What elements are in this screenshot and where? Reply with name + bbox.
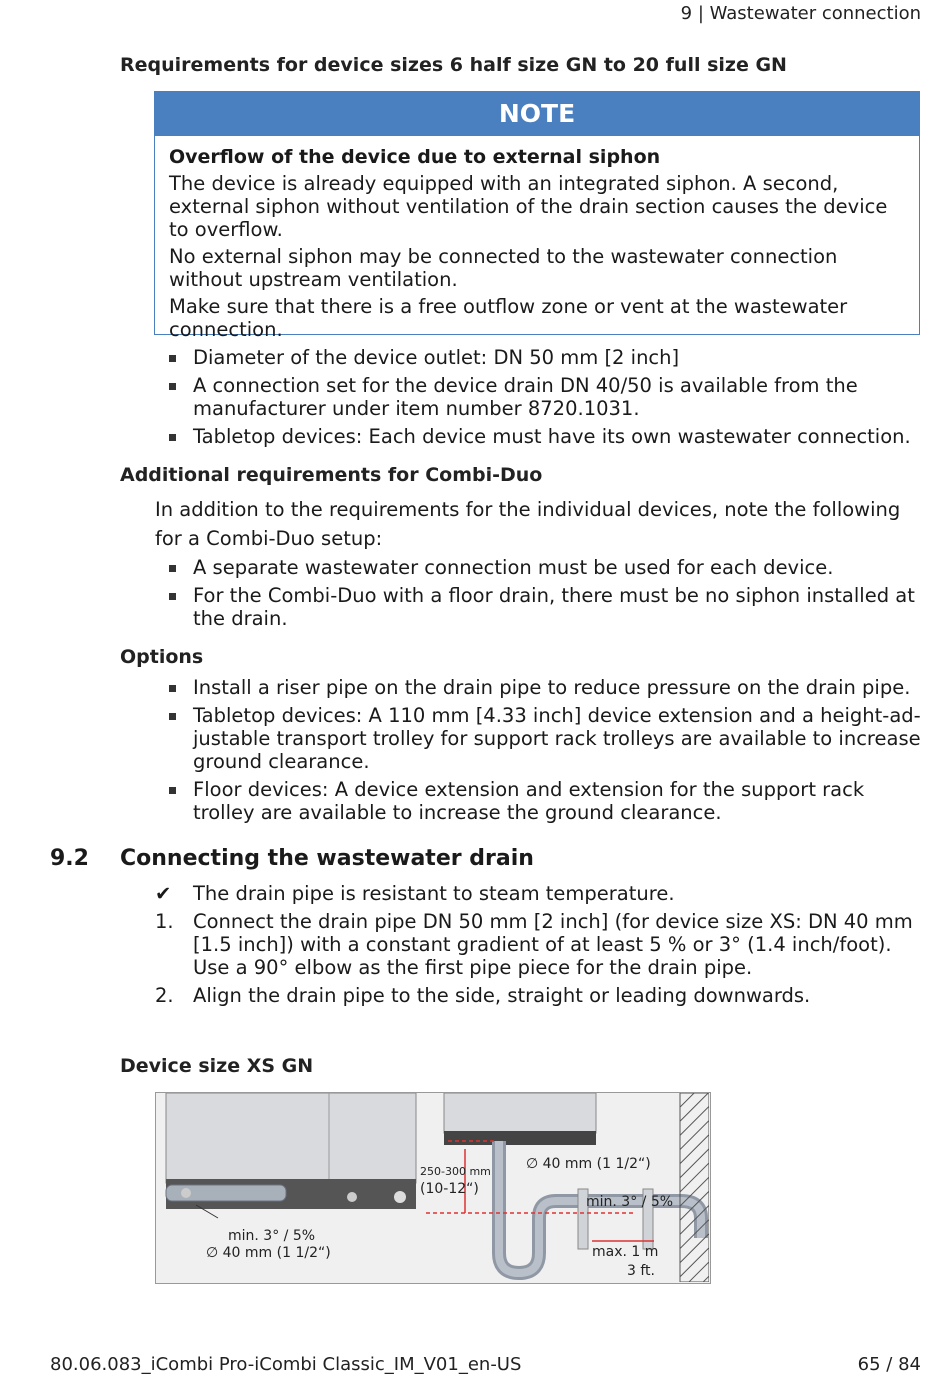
running-head: 9 | Wastewater connection [680, 3, 921, 24]
options-heading: Options [120, 646, 204, 668]
procedure [155, 882, 921, 1012]
slope-label: min. 3° / 5% [228, 1228, 316, 1244]
section-title: Connecting the wastewater drain [120, 846, 534, 871]
diameter-label: ∅ 40 mm (1 1/2“) [206, 1245, 331, 1261]
step-number: 1. [155, 910, 174, 933]
slope-label: min. 3° / 5% [586, 1194, 674, 1210]
step-text: Connect the drain pipe DN 50 mm [2 inch] (for device size XS: DN 40 mm [1.5 inch]) with a constant gradient of at least 5 % or 3° (1.4 inch/foot). Use a 90° elbow as the first pipe piece for the drain pipe. [193, 910, 913, 979]
height-label: 250-300 mm [420, 1165, 491, 1178]
precondition [155, 882, 921, 905]
drain-installation-figure [155, 1092, 711, 1284]
requirements-heading: Requirements for device sizes 6 half size GN to 20 full size GN [120, 54, 787, 76]
document-id: 80.06.083_iCombi Pro-iCombi Classic_IM_V01_en-US [50, 1354, 522, 1375]
list-item: Diameter of the device outlet: DN 50 mm [2 inch] [155, 346, 921, 369]
max-length-label: max. 1 m [592, 1244, 659, 1260]
checkmark-icon: ✔ [155, 882, 172, 905]
device-body [166, 1093, 416, 1183]
note-paragraph: The device is already equipped with an integrated siphon. A second, external siphon without ventilation of the drain section causes the device to overflow. [169, 172, 888, 241]
height-label: (10-12“) [420, 1181, 479, 1197]
figure-heading: Device size XS GN [120, 1055, 314, 1077]
precondition-text: The drain pipe is resistant to steam temperature. [193, 882, 675, 905]
list-item: Tabletop devices: A 110 mm [4.33 inch] device extension and a height-adjustable transport trolley for support rack trolleys are available to increase ground clearance. [155, 704, 921, 773]
drain-diagram [156, 1093, 709, 1282]
list-item: For the Combi-Duo with a floor drain, there must be no siphon installed at the drain. [155, 584, 921, 630]
note-box [154, 91, 920, 341]
max-length-label: 3 ft. [627, 1263, 655, 1279]
list-item: Tabletop devices: Each device must have its own wastewater connection. [155, 425, 921, 448]
step [155, 984, 921, 1007]
note-paragraph: No external siphon may be connected to the wastewater connection without upstream ventilation. [169, 245, 838, 291]
list-item: A separate wastewater connection must be used for each device. [155, 556, 921, 579]
note-paragraph: Make sure that there is a free outflow zone or vent at the wastewater connection. [169, 295, 848, 341]
note-label: NOTE [155, 92, 919, 136]
section-number: 9.2 [50, 846, 89, 871]
step-number: 2. [155, 984, 174, 1007]
page-number: 65 / 84 [857, 1354, 921, 1375]
list-item: Install a riser pipe on the drain pipe to reduce pressure on the drain pipe. [155, 676, 921, 699]
note-title: Overflow of the device due to external siphon [169, 146, 661, 168]
requirements-list [155, 346, 921, 453]
diameter-label: ∅ 40 mm (1 1/2“) [526, 1156, 651, 1172]
wall [680, 1093, 709, 1282]
options-list [155, 676, 921, 829]
step-text: Align the drain pipe to the side, straight or leading downwards. [193, 984, 811, 1007]
device-body [444, 1093, 596, 1133]
step [155, 910, 921, 979]
combi-duo-intro: In addition to the requirements for the individual devices, note the following for a Combi-Duo setup: [155, 498, 901, 550]
list-item: Floor devices: A device extension and extension for the support rack trolley are available to increase the ground clearance. [155, 778, 921, 824]
list-item: A connection set for the device drain DN 40/50 is available from the manufacturer under item number 8720.1031. [155, 374, 921, 420]
combi-duo-list [155, 556, 921, 635]
device-base [444, 1131, 596, 1145]
combi-duo-heading: Additional requirements for Combi-Duo [120, 464, 543, 486]
